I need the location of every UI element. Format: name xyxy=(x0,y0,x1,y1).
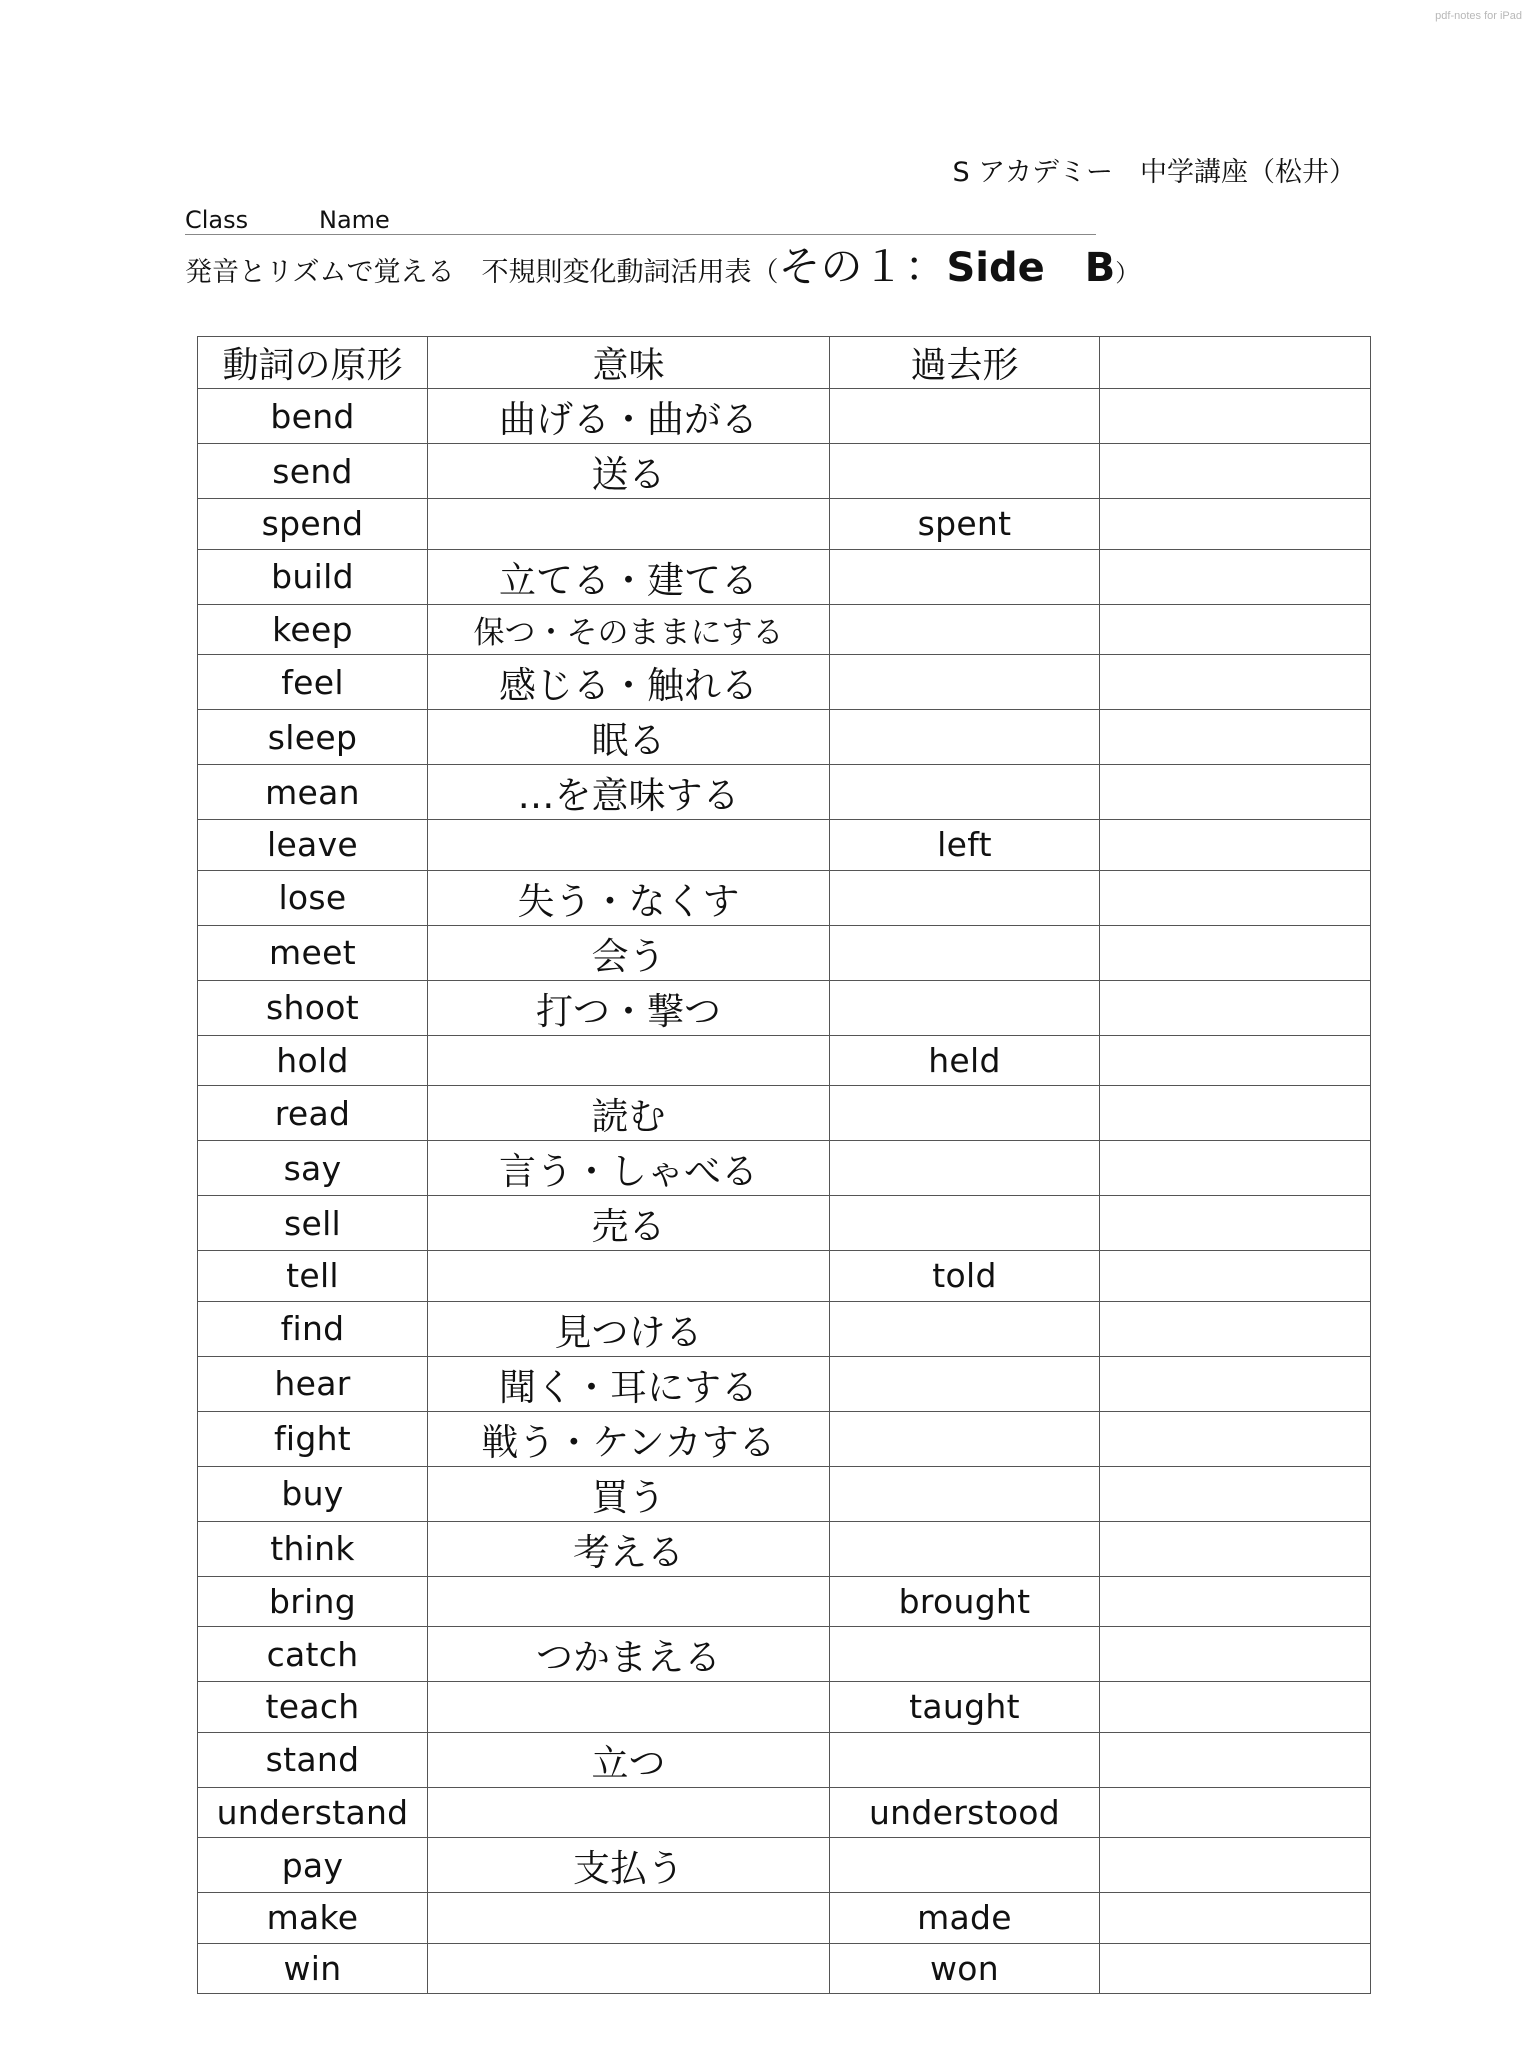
verb-base-cell: hold xyxy=(198,1035,428,1086)
table-header-row xyxy=(198,337,1371,389)
table-row xyxy=(198,1732,1371,1787)
verb-past-cell xyxy=(830,1301,1100,1356)
verb-blank-cell xyxy=(1100,765,1371,820)
name-label: Name xyxy=(319,206,390,234)
verb-base-cell: sell xyxy=(198,1196,428,1251)
verb-past-cell: left xyxy=(830,820,1100,871)
verb-base-cell: tell xyxy=(198,1251,428,1302)
verb-base-cell: sleep xyxy=(198,710,428,765)
table-row xyxy=(198,1466,1371,1521)
table-row xyxy=(198,1301,1371,1356)
table-row xyxy=(198,1356,1371,1411)
table-row xyxy=(198,1682,1371,1733)
verb-past-cell xyxy=(830,870,1100,925)
table-row xyxy=(198,870,1371,925)
table-row xyxy=(198,1838,1371,1893)
verb-blank-cell xyxy=(1100,980,1371,1035)
verb-base-cell: buy xyxy=(198,1466,428,1521)
verb-meaning-cell: 会う xyxy=(428,925,830,980)
verb-blank-cell xyxy=(1100,499,1371,550)
verb-past-cell xyxy=(830,980,1100,1035)
verb-meaning-cell xyxy=(428,1576,830,1627)
verb-meaning-cell: 感じる・触れる xyxy=(428,655,830,710)
verb-past-cell: made xyxy=(830,1893,1100,1944)
verb-meaning-cell: 聞く・耳にする xyxy=(428,1356,830,1411)
verb-blank-cell xyxy=(1100,925,1371,980)
verb-meaning-cell xyxy=(428,1787,830,1838)
verb-past-cell xyxy=(830,765,1100,820)
verb-past-cell: held xyxy=(830,1035,1100,1086)
verb-base-cell: meet xyxy=(198,925,428,980)
verb-blank-cell xyxy=(1100,549,1371,604)
verb-base-cell: send xyxy=(198,444,428,499)
verb-meaning-cell: 眠る xyxy=(428,710,830,765)
verb-blank-cell xyxy=(1100,1576,1371,1627)
verb-meaning-cell xyxy=(428,1893,830,1944)
verb-meaning-cell: 失う・なくす xyxy=(428,870,830,925)
academy-heading: S アカデミー 中学講座（松井） xyxy=(952,157,1356,188)
verb-base-cell: leave xyxy=(198,820,428,871)
verb-blank-cell xyxy=(1100,1035,1371,1086)
table-row xyxy=(198,765,1371,820)
verb-base-cell: stand xyxy=(198,1732,428,1787)
table-row xyxy=(198,820,1371,871)
verb-base-cell: mean xyxy=(198,765,428,820)
verb-blank-cell xyxy=(1100,1682,1371,1733)
verb-meaning-cell: 立つ xyxy=(428,1732,830,1787)
table-row xyxy=(198,1943,1371,1994)
verb-blank-cell xyxy=(1100,1943,1371,1994)
header-past-form: 過去形 xyxy=(830,337,1100,389)
table-row xyxy=(198,1411,1371,1466)
verb-blank-cell xyxy=(1100,1893,1371,1944)
verb-blank-cell xyxy=(1100,1301,1371,1356)
verb-base-cell: keep xyxy=(198,604,428,655)
verb-base-cell: teach xyxy=(198,1682,428,1733)
verb-base-cell: bring xyxy=(198,1576,428,1627)
verb-past-cell: taught xyxy=(830,1682,1100,1733)
verb-meaning-cell xyxy=(428,1943,830,1994)
verb-blank-cell xyxy=(1100,1627,1371,1682)
class-label: Class xyxy=(185,206,249,234)
verb-past-cell xyxy=(830,1196,1100,1251)
table-row xyxy=(198,499,1371,550)
verb-past-cell xyxy=(830,549,1100,604)
verb-meaning-cell: 立てる・建てる xyxy=(428,549,830,604)
verb-rows xyxy=(198,389,1371,1994)
table-row xyxy=(198,1196,1371,1251)
verb-base-cell: bend xyxy=(198,389,428,444)
verb-blank-cell xyxy=(1100,1356,1371,1411)
verb-base-cell: read xyxy=(198,1086,428,1141)
verb-meaning-cell: …を意味する xyxy=(428,765,830,820)
verb-blank-cell xyxy=(1100,1141,1371,1196)
table-row xyxy=(198,1627,1371,1682)
worksheet-title xyxy=(185,234,1139,294)
verb-meaning-cell: 読む xyxy=(428,1086,830,1141)
table-row xyxy=(198,604,1371,655)
table-row xyxy=(198,710,1371,765)
verb-base-cell: catch xyxy=(198,1627,428,1682)
verb-meaning-cell: 支払う xyxy=(428,1838,830,1893)
verb-blank-cell xyxy=(1100,1251,1371,1302)
table-row xyxy=(198,980,1371,1035)
verb-blank-cell xyxy=(1100,1787,1371,1838)
table-row xyxy=(198,655,1371,710)
verb-base-cell: spend xyxy=(198,499,428,550)
verb-meaning-cell xyxy=(428,499,830,550)
verb-blank-cell xyxy=(1100,655,1371,710)
verb-past-cell xyxy=(830,444,1100,499)
verb-base-cell: fight xyxy=(198,1411,428,1466)
verb-table xyxy=(197,336,1371,1994)
verb-meaning-cell: 言う・しゃべる xyxy=(428,1141,830,1196)
title-side: Side B xyxy=(946,245,1116,291)
verb-past-cell xyxy=(830,1732,1100,1787)
verb-base-cell: think xyxy=(198,1521,428,1576)
table-row xyxy=(198,1521,1371,1576)
verb-meaning-cell: 買う xyxy=(428,1466,830,1521)
verb-past-cell: told xyxy=(830,1251,1100,1302)
verb-meaning-cell xyxy=(428,820,830,871)
verb-meaning-cell xyxy=(428,1035,830,1086)
table-row xyxy=(198,1251,1371,1302)
verb-blank-cell xyxy=(1100,1411,1371,1466)
verb-blank-cell xyxy=(1100,1521,1371,1576)
verb-base-cell: hear xyxy=(198,1356,428,1411)
verb-blank-cell xyxy=(1100,820,1371,871)
table-row xyxy=(198,1893,1371,1944)
verb-past-cell xyxy=(830,710,1100,765)
verb-meaning-cell: つかまえる xyxy=(428,1627,830,1682)
verb-blank-cell xyxy=(1100,604,1371,655)
verb-blank-cell xyxy=(1100,1838,1371,1893)
verb-past-cell xyxy=(830,925,1100,980)
header-blank xyxy=(1100,337,1371,389)
verb-past-cell xyxy=(830,1466,1100,1521)
verb-past-cell xyxy=(830,1086,1100,1141)
verb-meaning-cell xyxy=(428,1682,830,1733)
table-row xyxy=(198,925,1371,980)
title-main: 発音とリズムで覚える 不規則変化動詞活用表（ xyxy=(185,257,779,288)
verb-past-cell xyxy=(830,1521,1100,1576)
verb-base-cell: say xyxy=(198,1141,428,1196)
table-row xyxy=(198,1035,1371,1086)
verb-base-cell: shoot xyxy=(198,980,428,1035)
verb-past-cell xyxy=(830,1627,1100,1682)
verb-base-cell: feel xyxy=(198,655,428,710)
verb-base-cell: lose xyxy=(198,870,428,925)
app-watermark: pdf-notes for iPad xyxy=(1435,10,1522,22)
table-row xyxy=(198,1141,1371,1196)
verb-past-cell xyxy=(830,1356,1100,1411)
class-name-row xyxy=(185,206,1096,235)
verb-base-cell: build xyxy=(198,549,428,604)
verb-base-cell: win xyxy=(198,1943,428,1994)
verb-meaning-cell: 保つ・そのままにする xyxy=(428,604,830,655)
verb-past-cell: spent xyxy=(830,499,1100,550)
verb-past-cell: brought xyxy=(830,1576,1100,1627)
verb-blank-cell xyxy=(1100,1196,1371,1251)
header-base-form: 動詞の原形 xyxy=(198,337,428,389)
verb-meaning-cell: 打つ・撃つ xyxy=(428,980,830,1035)
verb-past-cell xyxy=(830,604,1100,655)
verb-blank-cell xyxy=(1100,1732,1371,1787)
verb-past-cell: won xyxy=(830,1943,1100,1994)
verb-past-cell xyxy=(830,1838,1100,1893)
verb-base-cell: find xyxy=(198,1301,428,1356)
table-row xyxy=(198,1787,1371,1838)
verb-base-cell: make xyxy=(198,1893,428,1944)
verb-meaning-cell: 戦う・ケンカする xyxy=(428,1411,830,1466)
verb-blank-cell xyxy=(1100,870,1371,925)
table-row xyxy=(198,444,1371,499)
verb-base-cell: pay xyxy=(198,1838,428,1893)
header-meaning: 意味 xyxy=(428,337,830,389)
verb-meaning-cell: 見つける xyxy=(428,1301,830,1356)
verb-past-cell xyxy=(830,389,1100,444)
table-row xyxy=(198,1576,1371,1627)
table-row xyxy=(198,389,1371,444)
verb-base-cell: understand xyxy=(198,1787,428,1838)
verb-past-cell xyxy=(830,1411,1100,1466)
verb-meaning-cell: 売る xyxy=(428,1196,830,1251)
verb-blank-cell xyxy=(1100,389,1371,444)
verb-blank-cell xyxy=(1100,1086,1371,1141)
verb-past-cell xyxy=(830,655,1100,710)
table-row xyxy=(198,549,1371,604)
verb-past-cell: understood xyxy=(830,1787,1100,1838)
verb-meaning-cell: 送る xyxy=(428,444,830,499)
table-row xyxy=(198,1086,1371,1141)
verb-blank-cell xyxy=(1100,710,1371,765)
verb-past-cell xyxy=(830,1141,1100,1196)
verb-blank-cell xyxy=(1100,444,1371,499)
verb-meaning-cell xyxy=(428,1251,830,1302)
title-close: ） xyxy=(1115,259,1140,287)
verb-meaning-cell: 曲げる・曲がる xyxy=(428,389,830,444)
verb-meaning-cell: 考える xyxy=(428,1521,830,1576)
verb-blank-cell xyxy=(1100,1466,1371,1521)
title-sub: その１： xyxy=(778,242,947,291)
